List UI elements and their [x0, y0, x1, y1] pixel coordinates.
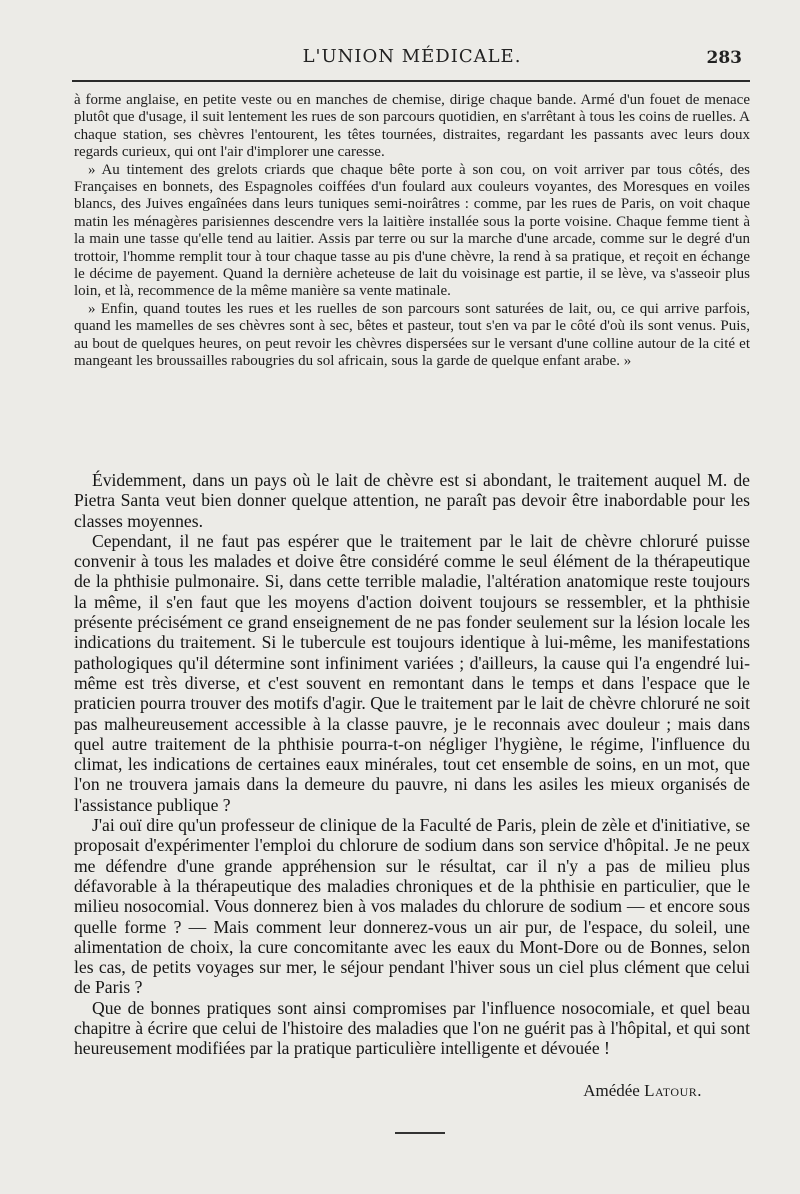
- quoted-passage: [74, 92, 750, 371]
- closing-rule: [395, 1132, 445, 1134]
- body-paragraph: Que de bonnes pratiques sont ainsi compromises par l'influence nosocomiale, et quel beau chapitre à écrire que celui de l'histoire des maladies que l'on ne guérit pas à l'hôpital, et qui sont heureusement modifiées par la pratique particulière intelligente et dévouée !: [74, 997, 750, 1059]
- quote-paragraph: » Enfin, quand toutes les rues et les ruelles de son parcours sont saturées de lait, ou, ce qui arrive parfois, quand les mamelles de ses chèvres sont à sec, bêtes et pasteur, tout s'en va par le côté d'où ils sont venus. Puis, au bout de quelques heures, on peut revoir les chèvres dispersées sur le versant d'une colline autour de la cité et mangeant les broussailles rabougries du sol africain, sous la garde de quelque enfant arabe. »: [74, 300, 750, 370]
- author-signature: [583, 1081, 702, 1101]
- body-paragraph: Évidemment, dans un pays où le lait de chèvre est si abondant, le traitement auquel M. de Pietra Santa veut bien donner quelque attention, ne paraît pas devoir être inabordable pour les classes moyennes.: [74, 470, 750, 531]
- running-title: L'UNION MÉDICALE.: [302, 46, 522, 67]
- body-paragraph: J'ai ouï dire qu'un professeur de clinique de la Faculté de Paris, plein de zèle et d'initiative, se proposait d'expérimenter l'emploi du chlorure de sodium dans son service d'hôpital. Je ne peux me défendre d'une grande appréhension sur le résultat, car il n'y a pas de milieu plus défavorable à la thérapeutique des maladies chroniques et de la phthisie en particulier, que le milieu nosocomial. Vous donnerez bien à vos malades du chlorure de sodium — et encore sous quelle forme ? — Mais comment leur donnerez-vous un air pur, de l'espace, du soleil, une alimentation de choix, la cure concomitante avec les eaux du Mont-Dore ou de Bonnes, selon les cas, de petits voyages sur mer, le séjour pendant l'hiver sous un ciel plus clément que celui de Paris ?: [74, 815, 750, 998]
- signature-given-name: Amédée: [583, 1081, 640, 1100]
- article-body: [74, 470, 750, 1059]
- quote-paragraph: » Au tintement des grelots criards que chaque bête porte à son cou, on voit arriver par tous côtés, des Françaises en bonnets, des Espagnoles coiffées d'un foulard aux couleurs voyantes, des Moresques en voiles blancs, des Juives engaînées dans leurs tuniques semi-noirâtres : comme, par les rues de Paris, on voit chaque matin les ménagères parisiennes descendre vers la laitière installée sous la porte voisine. Chaque femme tient à la main une tasse qu'elle tend au laitier. Assis par terre ou sur la marche d'une arcade, comme sur le degré d'un trottoir, l'homme remplit tour à tour chaque tasse au pis d'une chèvre, la rend à sa pratique, et reçoit en échange le décime de payement. Quand la dernière acheteuse de lait du voisinage est partie, il se lève, va s'asseoir plus loin, et là, recommence de la même manière sa vente matinale.: [74, 161, 750, 300]
- body-paragraph: Cependant, il ne faut pas espérer que le traitement par le lait de chèvre chloruré puisse convenir à tous les malades et doive être considéré comme le seul élément de la thérapeutique de la phthisie pulmonaire. Si, dans cette terrible maladie, l'altération anatomique reste toujours la même, il s'en faut que les moyens d'action doivent toujours se ressembler, et la phthisie présente précisément ce grand enseignement de ne pas fonder seulement sur la lésion locale les indications du traitement. Si le tubercule est toujours identique à lui-même, les manifestations pathologiques qu'il détermine sont infiniment variées ; d'ailleurs, la cause qui l'a engendré lui-même est très diverse, et c'est souvent en remontant dans le temps et dans l'espace que le praticien pourra trouver des motifs d'agir. Que le traitement par le lait de chèvre chloruré ne soit pas malheureusement accessible à la classe pauvre, je le reconnais avec douleur ; mais dans quel autre traitement de la phthisie pourra-t-on négliger l'hygiène, le régime, l'influence du climat, les indications de certaines eaux minérales, tout cet ensemble de soins, en un mot, que l'on ne trouvera jamais dans la demeure du pauvre, ni dans les asiles les mieux organisés de l'assistance publique ?: [74, 530, 750, 815]
- header-rule: [72, 80, 750, 82]
- page-header: [72, 46, 752, 76]
- page-number: 283: [706, 48, 742, 68]
- quote-paragraph: à forme anglaise, en petite veste ou en manches de chemise, dirige chaque bande. Armé d'un fouet de menace plutôt que d'usage, il suit lentement les rues de son parcours quotidien, en s'arrêtant à tous les coins de ruelles. A chaque station, ses chèvres l'entourent, les têtes tournées, distraites, regardant les passants avec leurs doux regards curieux, qui ont l'air d'implorer une caresse.: [74, 92, 750, 161]
- signature-surname: Latour.: [644, 1081, 702, 1100]
